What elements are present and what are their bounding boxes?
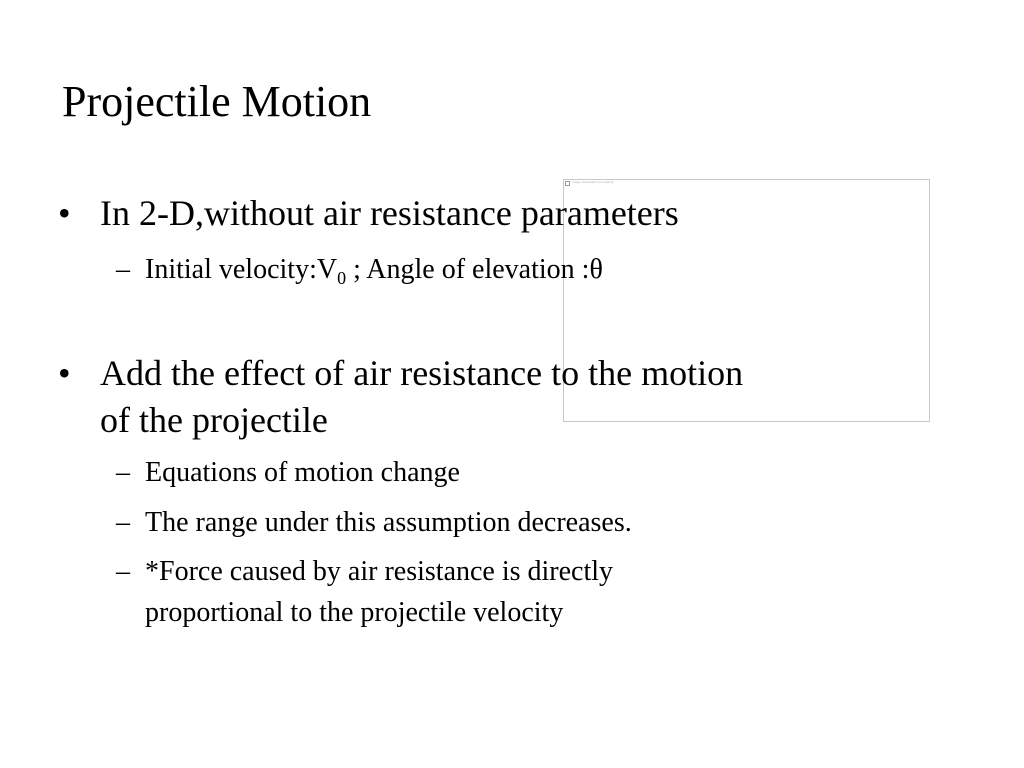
velocity-subscript: 0 [337, 268, 347, 288]
bullet-text-line-2: of the projectile [100, 400, 328, 440]
bullet-text: In 2-D,without air resistance parameters [100, 193, 679, 233]
sub-bullet-dash: – [116, 507, 130, 538]
sub-bullet-text-line-1: *Force caused by air resistance is directly [145, 556, 614, 587]
bullet-text-line-1: Add the effect of air resistance to the motion [100, 353, 744, 393]
sub-bullet-text: Equations of motion change [145, 457, 460, 488]
slide-title: Projectile Motion [62, 77, 372, 126]
sub-bullet-dash: – [116, 254, 130, 285]
sub-bullet-text-line-2: proportional to the projectile velocity [145, 597, 564, 628]
bullet-symbol: • [58, 193, 71, 233]
velocity-label: Initial velocity:V [145, 254, 338, 285]
sub-bullet-text [145, 250, 603, 290]
image-alt-text: Image placeholder (not loaded) [572, 180, 614, 184]
sub-bullet-text: The range under this assumption decreases. [145, 507, 632, 538]
broken-image-icon [565, 181, 570, 186]
angle-label: ; Angle of elevation :θ [346, 254, 603, 285]
bullet-symbol: • [58, 353, 71, 393]
sub-bullet-dash: – [116, 457, 130, 488]
sub-bullet-dash: – [116, 556, 130, 587]
